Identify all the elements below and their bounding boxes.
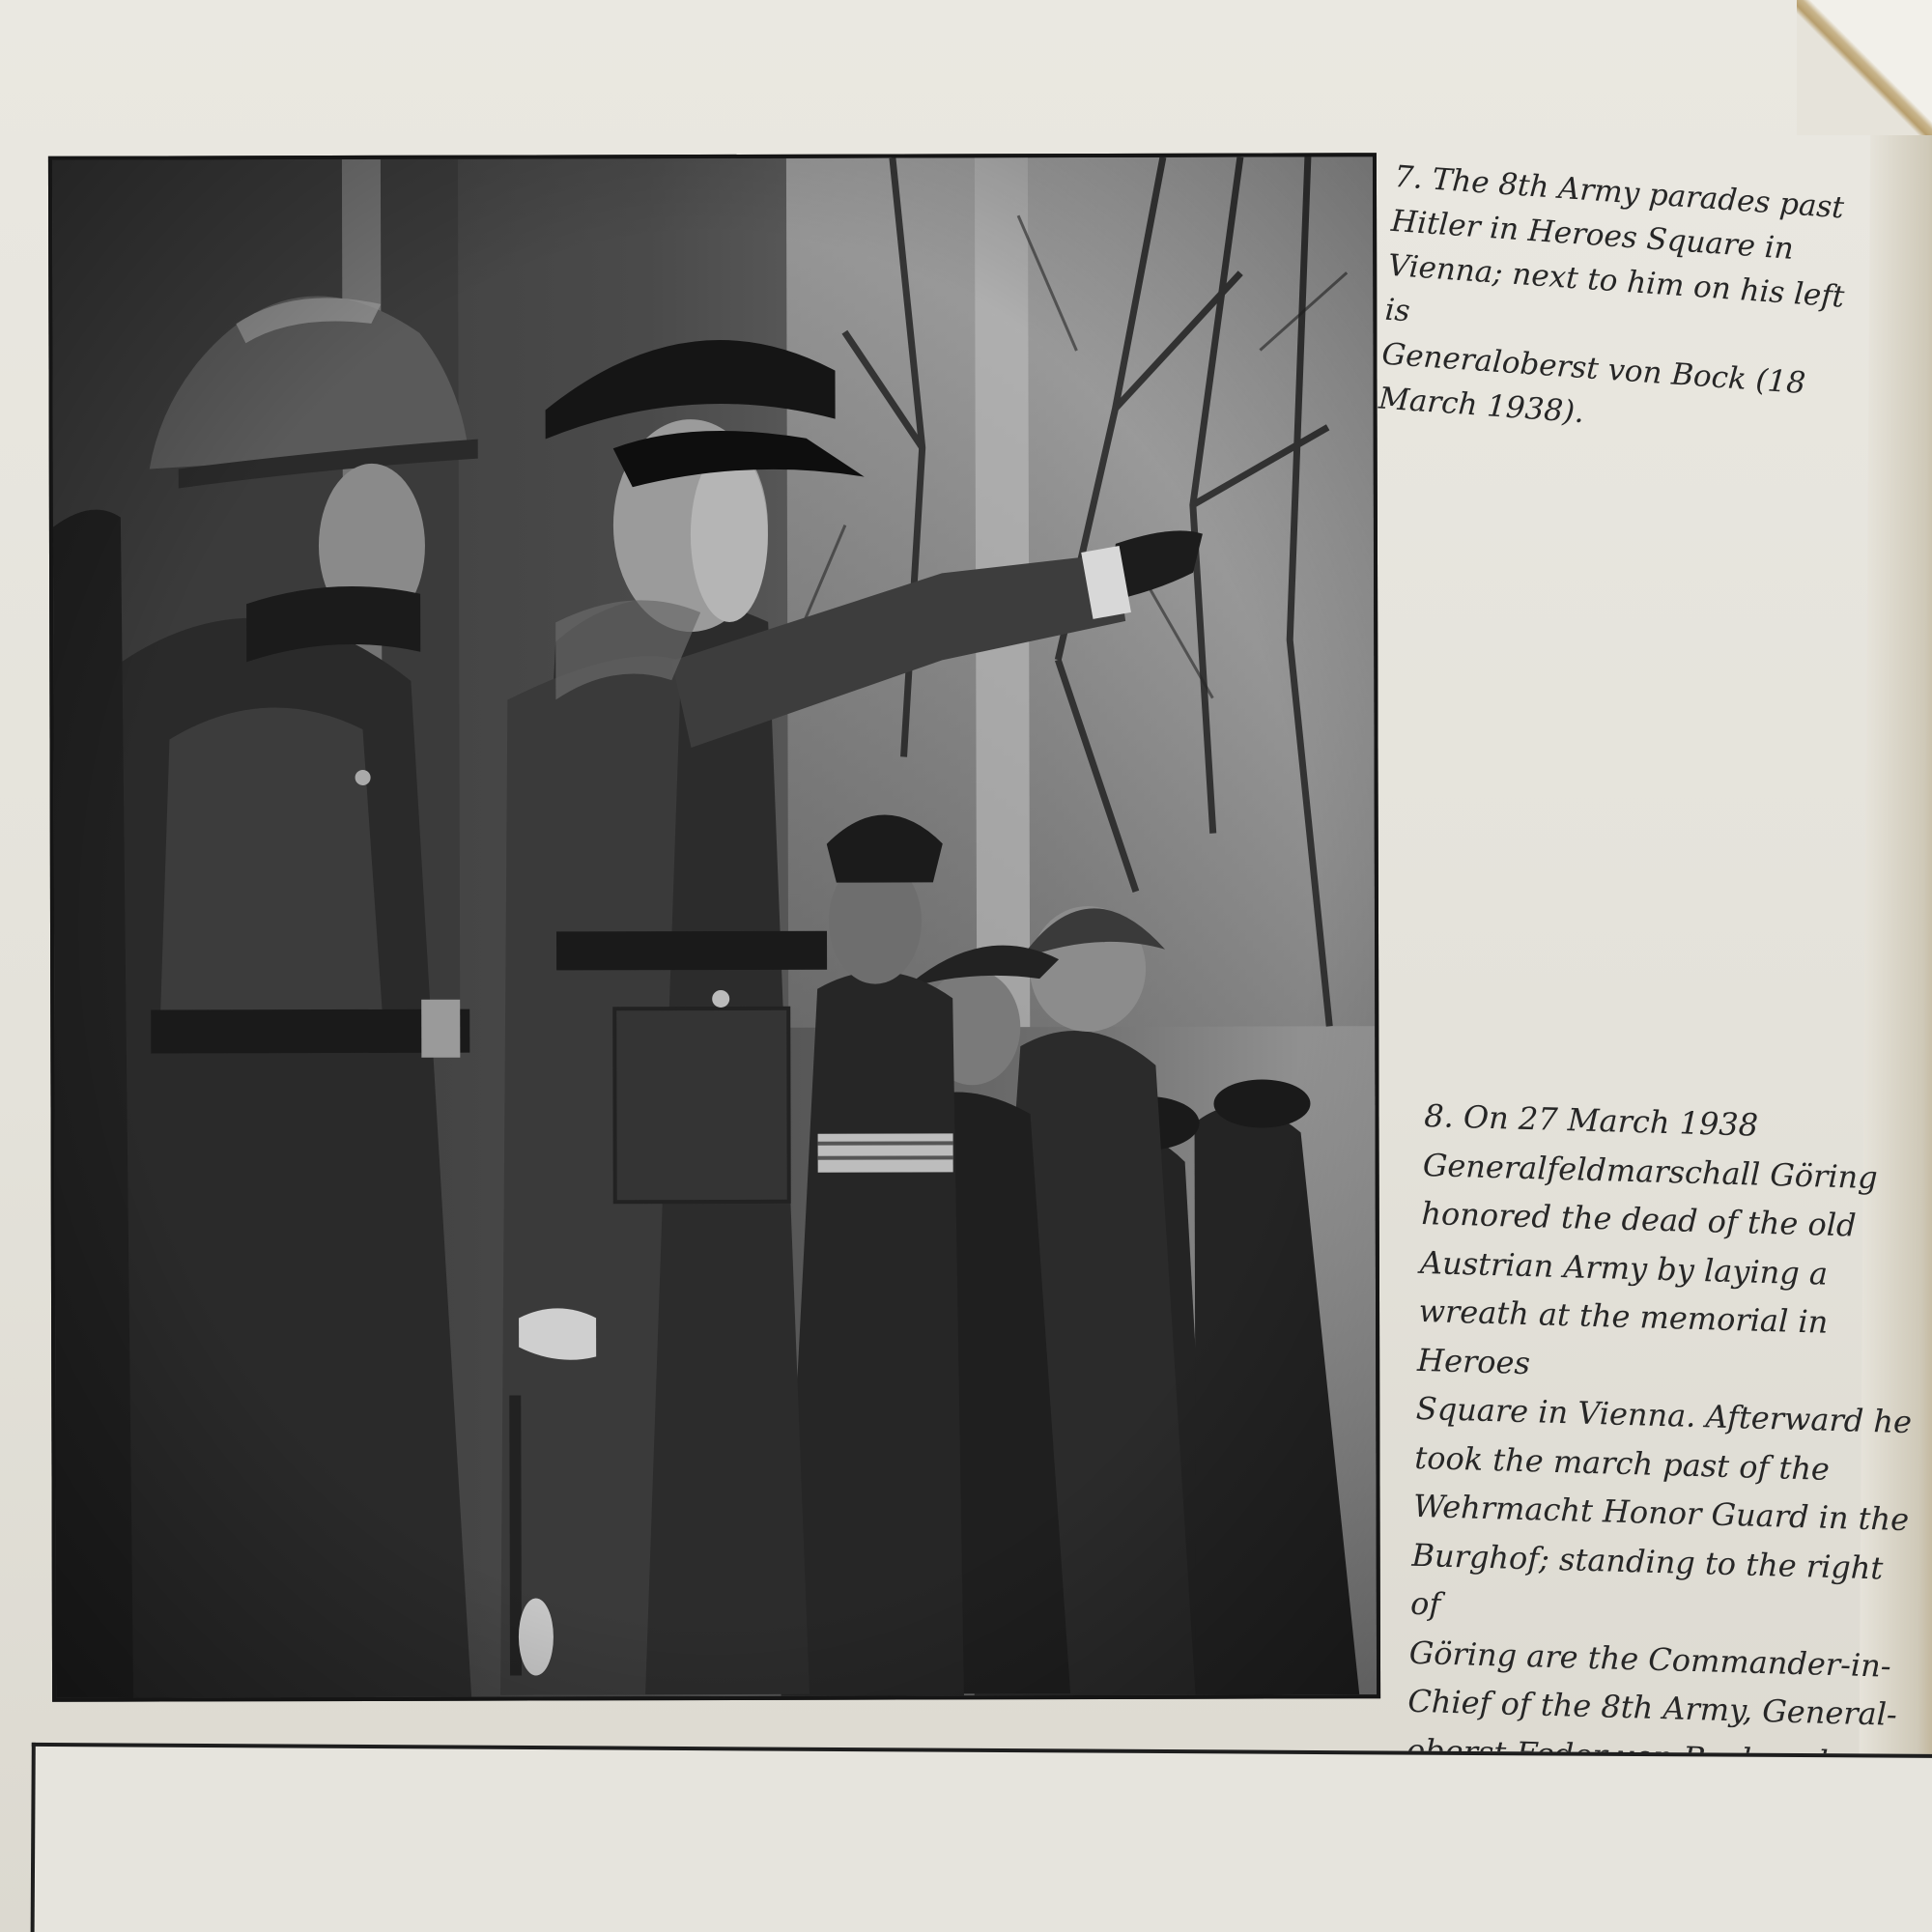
page-corner bbox=[1797, 0, 1932, 135]
caption-photo-8: 8. On 27 March 1938 Generalfeldmarschall Göring honored the dead of the old Austrian Army by laying a wreath at the memorial in Heroes Square in Vienna. Afterward he took the march past of the Wehrmacht Honor Guard in the Burghof; standing to the right of Göring are the Commander-in- Chief of the 8th Army, General- bbox=[1406, 1096, 1913, 1733]
photograph-image bbox=[52, 156, 1377, 1698]
caption-photo-7: 7. The 8th Army parades past Hitler in Heroes Square in Vienna; next to him on his left is Generaloberst von Bock (18 March 1938). bbox=[1378, 158, 1846, 431]
photograph-parade bbox=[48, 153, 1380, 1702]
next-photo-frame bbox=[30, 1743, 1932, 1932]
